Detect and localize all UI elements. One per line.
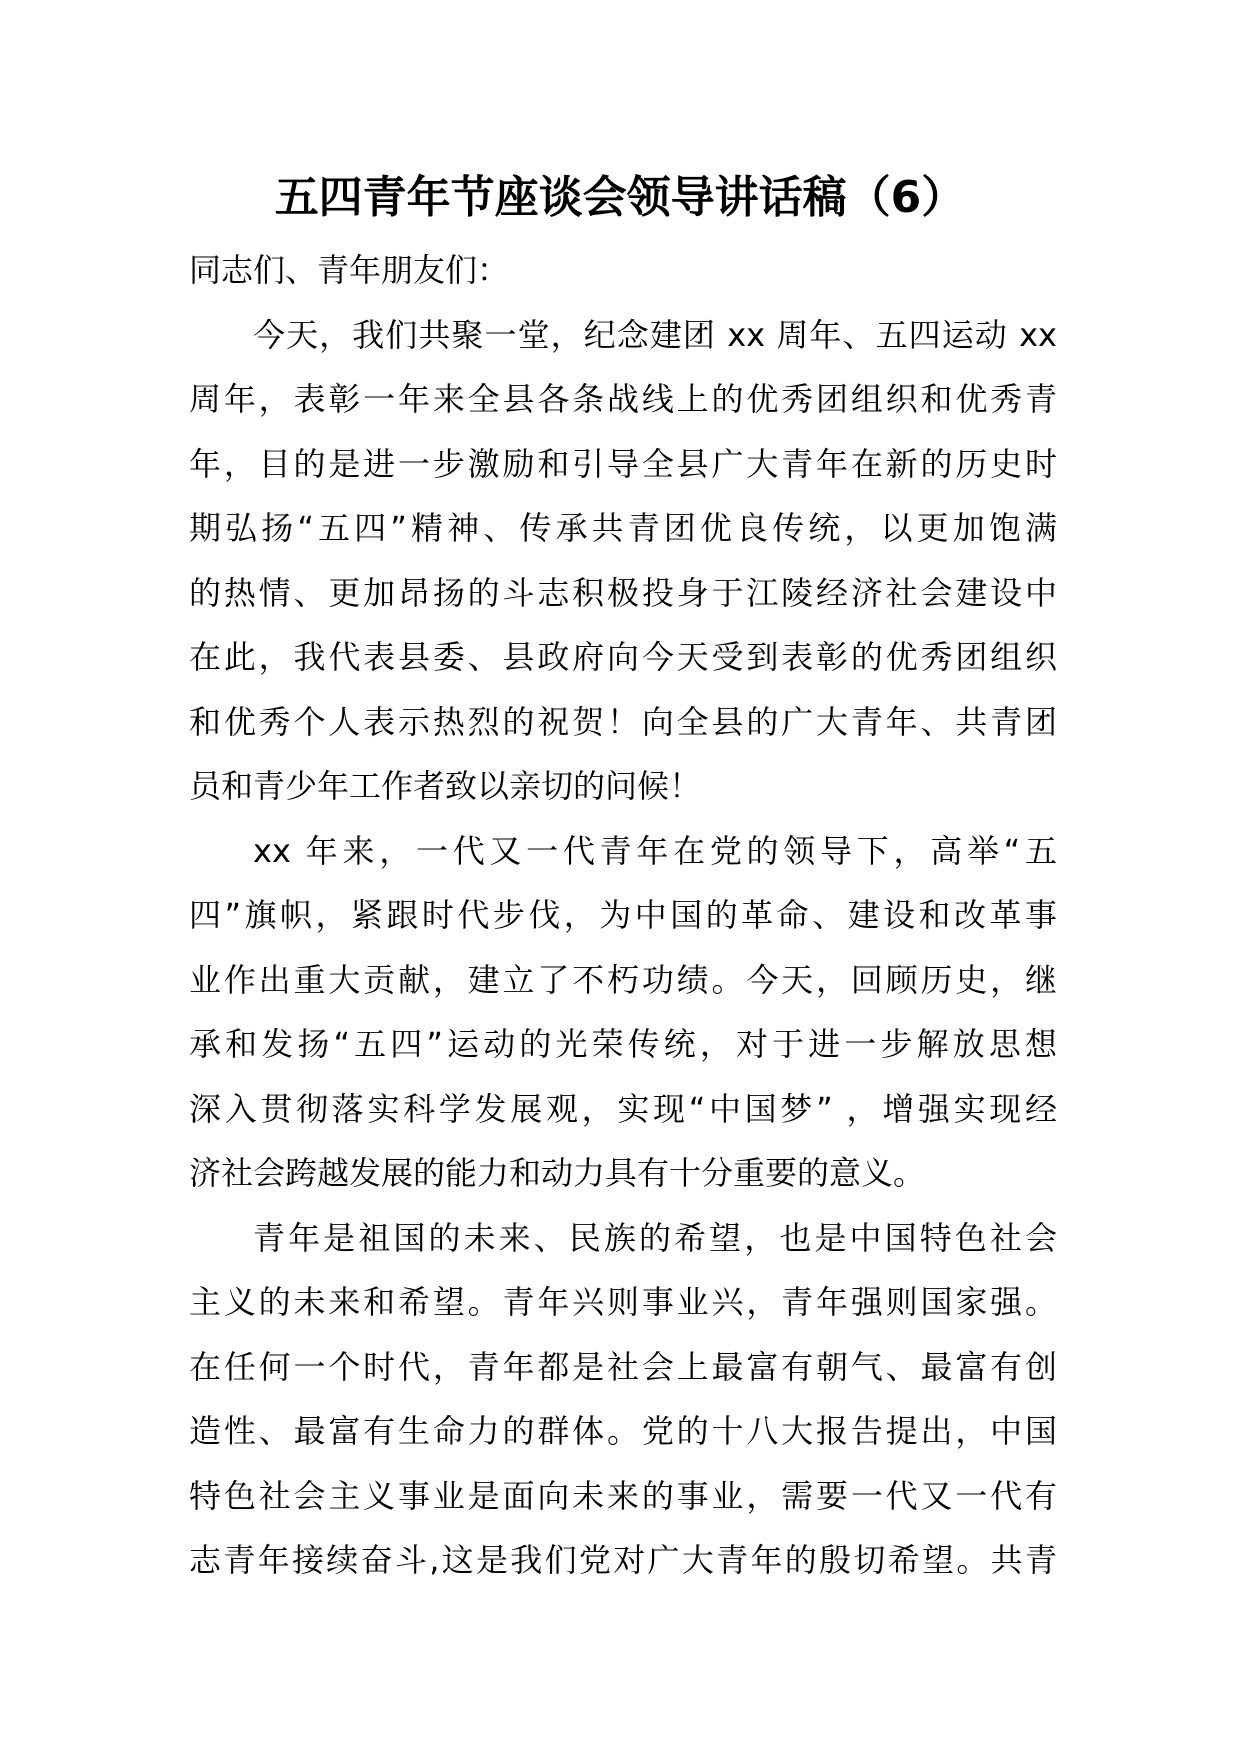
paragraph-1 xyxy=(189,303,1057,819)
paragraph-line: 志青年接续奋斗,这是我们党对广大青年的殷切希望。共青 xyxy=(189,1541,1057,1579)
paragraph-line: 青年是祖国的未来、民族的希望，也是中国特色社会 xyxy=(253,1218,1057,1257)
paragraph-3 xyxy=(189,1206,1057,1593)
paragraph-line: 主义的未来和希望。青年兴则事业兴，青年强则国家强。 xyxy=(189,1283,1057,1321)
paragraph-line: 和优秀个人表示热烈的祝贺！向全县的广大青年、共青团 xyxy=(189,702,1057,741)
paragraph-line: xx 年来，一代又一代青年在党的领导下，高举“五 xyxy=(253,831,1057,870)
paragraph-line: 的热情、更加昂扬的斗志积极投身于江陵经济社会建设中 xyxy=(189,573,1057,612)
paragraph-line: 四”旗帜，紧跟时代步伐，为中国的革命、建设和改革事 xyxy=(189,896,1057,934)
paragraph-line: 业作出重大贡献，建立了不朽功绩。今天，回顾历史，继 xyxy=(189,960,1057,999)
paragraph-line: 济社会跨越发展的能力和动力具有十分重要的意义。 xyxy=(189,1154,926,1192)
document-body xyxy=(189,238,1057,1593)
paragraph-line: 员和青少年工作者致以亲切的问候！ xyxy=(189,767,702,805)
paragraph-line: 在此，我代表县委、县政府向今天受到表彰的优秀团组织 xyxy=(189,638,1057,676)
paragraph-line: 在任何一个时代，青年都是社会上最富有朝气、最富有创 xyxy=(189,1347,1057,1386)
paragraph-line: 造性、最富有生命力的群体。党的十八大报告提出，中国 xyxy=(189,1412,1057,1450)
paragraph-line: 承和发扬“五四”运动的光荣传统，对于进一步解放思想 xyxy=(189,1025,1057,1063)
paragraph-2 xyxy=(189,819,1057,1206)
paragraph-line: 年，目的是进一步激励和引导全县广大青年在新的历史时 xyxy=(189,444,1057,483)
paragraph-line: 深入贯彻落实科学发展观，实现“中国梦” ，增强实现经 xyxy=(189,1089,1057,1128)
paragraph-line: 周年，表彰一年来全县各条战线上的优秀团组织和优秀青 xyxy=(189,380,1057,418)
document-title: 五四青年节座谈会领导讲话稿（6） xyxy=(274,172,966,223)
paragraph-line: 期弘扬“五四”精神、传承共青团优良传统，以更加饱满 xyxy=(189,509,1057,547)
paragraph-line: 今天，我们共聚一堂，纪念建团 xx 周年、五四运动 xx xyxy=(253,315,1057,354)
paragraph-line: 特色社会主义事业是面向未来的事业，需要一代又一代有 xyxy=(189,1476,1057,1515)
salutation: 同志们、青年朋友们： xyxy=(189,251,510,289)
